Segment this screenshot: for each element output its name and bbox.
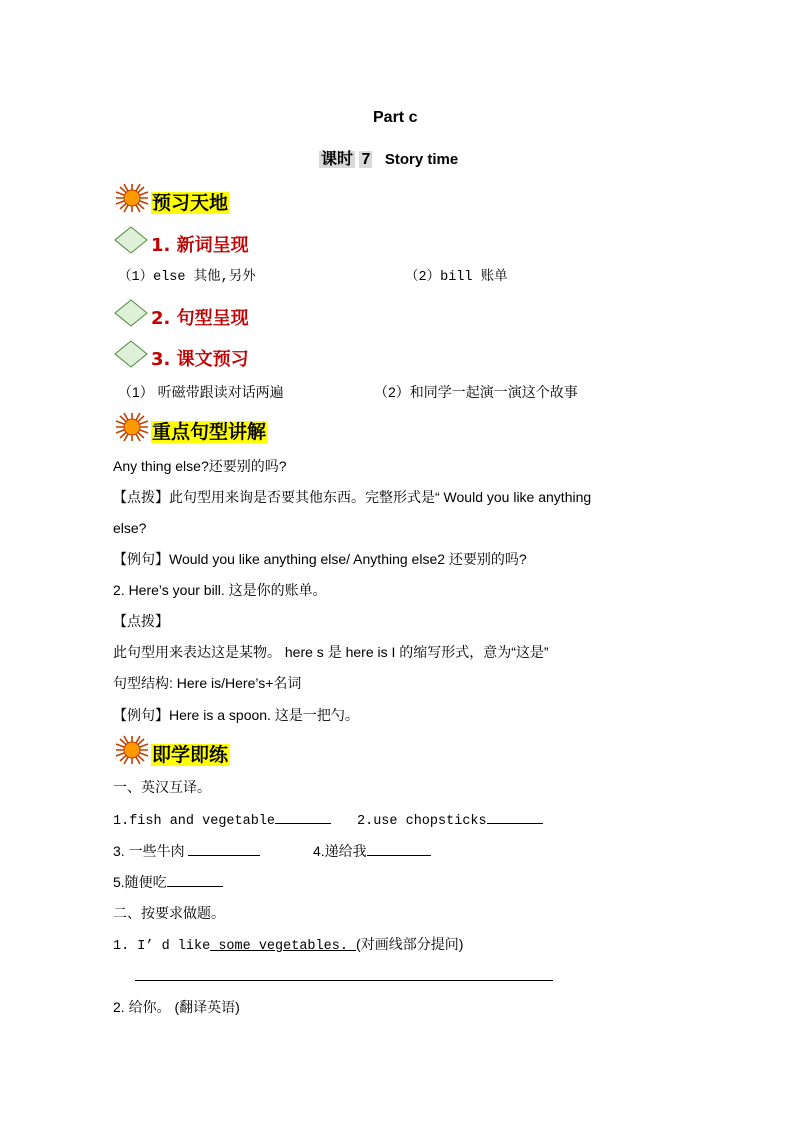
lesson-label: 课时 [321,151,354,168]
diamond-icon [113,339,149,369]
sentence-pattern-heading: 2. 句型呈现 [151,308,249,329]
key-sentences-title: 重点句型讲解 [152,421,267,443]
answer-blank[interactable] [167,872,223,887]
sun-icon [113,182,151,214]
underlined-phrase: some vegetables. [210,939,357,954]
word-bill: （2）bill 账单 [405,270,508,285]
lesson-title: Story time [384,151,459,168]
part-title: Part c [373,109,418,126]
answer-blank[interactable] [275,809,331,824]
sun-icon [113,734,151,766]
text-preview-heading: 3. 课文预习 [151,349,249,370]
question-2: 2.use chopsticks [357,809,543,832]
answer-line[interactable] [135,980,553,981]
question-4: 4.递给我 [313,841,431,861]
explain-line: 句型结构: Here is/Here’s+名词 [113,675,302,691]
task-listen: （1） 听磁带跟读对话两遍 [118,384,284,400]
explain-line: Any thing else?还要别的吗? [113,458,287,474]
question-3: 3. 一些牛肉 [113,841,260,861]
task-act: （2）和同学一起演一演这个故事 [374,384,578,400]
practice-section-title: 即学即练 [152,744,229,766]
explain-line: else? [113,520,147,536]
word-else: （1）else 其他,另外 [118,270,256,285]
explain-line: 【点拨】 [113,613,169,629]
preview-section-title: 预习天地 [152,192,229,214]
sun-icon [113,411,151,443]
diamond-icon [113,298,149,328]
diamond-icon [113,225,149,255]
part-two-heading: 二、按要求做题。 [113,905,225,921]
answer-blank[interactable] [367,841,431,856]
task-1: 1. I’ d like some vegetables. (对画线部分提问) [113,936,464,954]
lesson-number: 7 [361,151,371,168]
question-1: 1.fish and vegetable [113,809,331,832]
task-2: 2. 给你。 (翻译英语) [113,999,240,1015]
explain-line: 此句型用来表达这是某物。 here s 是 here is I 的缩写形式，意为“这是” [113,644,549,660]
new-words-heading: 1. 新词呈现 [151,235,249,256]
question-5: 5.随便吃 [113,872,223,892]
answer-blank[interactable] [487,809,543,824]
explain-line: 2. Here’s your bill. 这是你的账单。 [113,582,327,598]
explain-line: 【例句】Here is a spoon. 这是一把勺。 [113,707,359,723]
part-one-heading: 一、英汉互译。 [113,779,211,795]
answer-blank[interactable] [188,841,260,856]
lesson-heading [319,150,458,170]
explain-line: 【点拨】此句型用来询是否要其他东西。完整形式是“ Would you like anything [113,489,592,505]
explain-line: 【例句】Would you like anything else/ Anything else2 还要别的吗? [113,551,527,567]
